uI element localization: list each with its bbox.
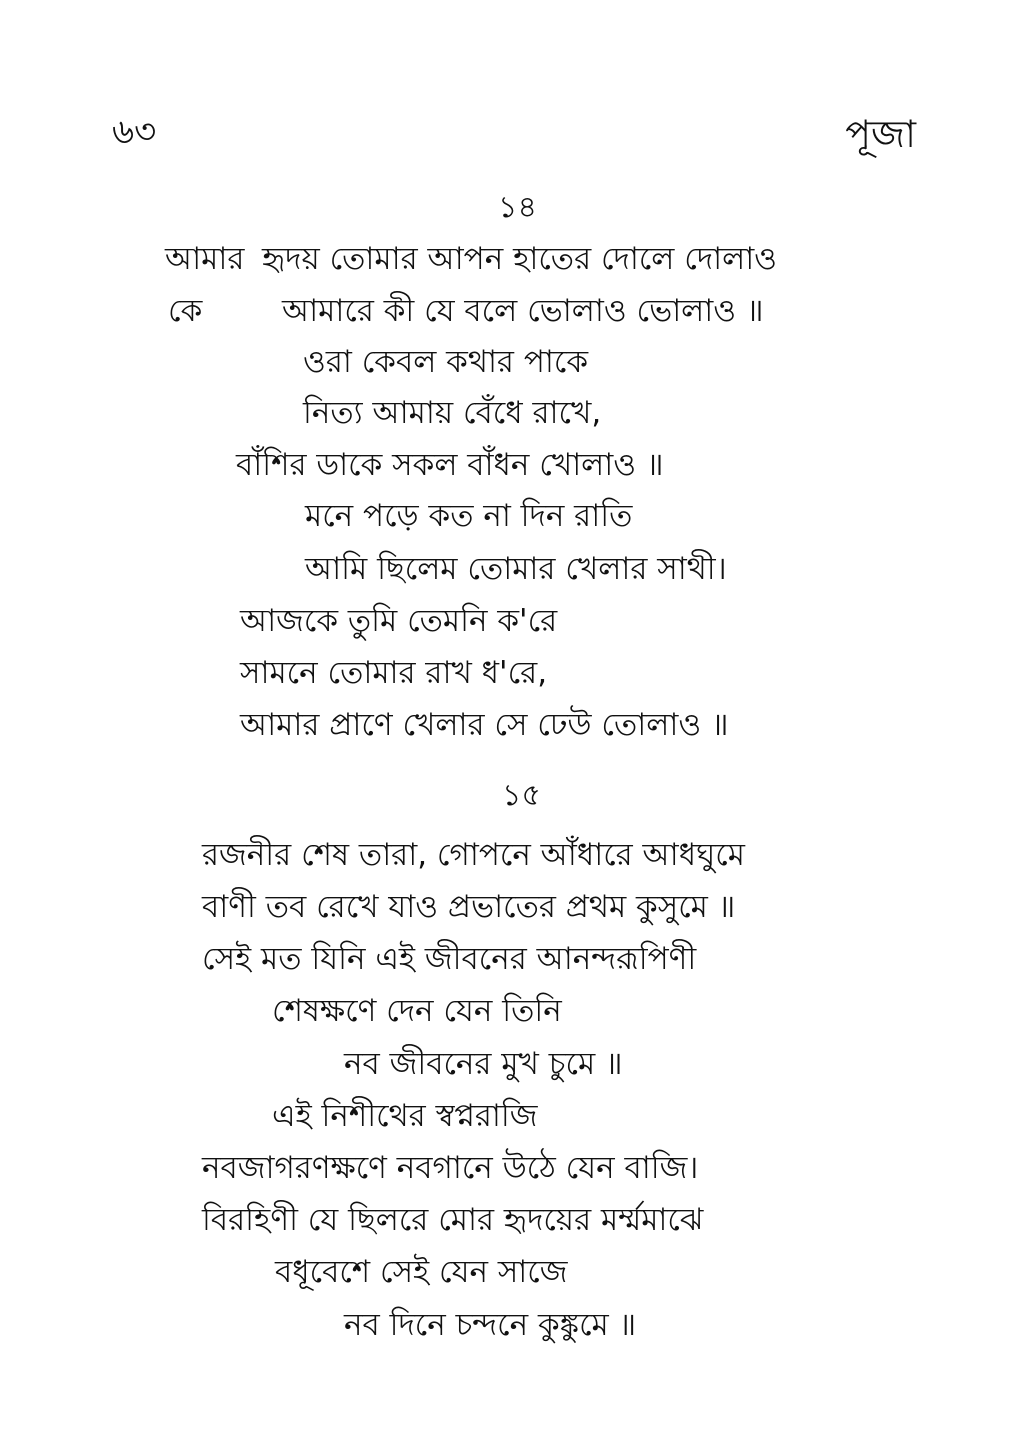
verse-line: সেই মত যিনি এই জীবনের আনন্দরূপিণী — [202, 941, 697, 977]
song-number: ১৪ — [498, 190, 537, 225]
running-head: পূজা — [845, 112, 916, 156]
line-prefix: আমার — [165, 241, 245, 277]
verse-line: ওরা কেবল কথার পাকে — [303, 344, 589, 380]
verse-line: বিরহিণী যে ছিলরে মোর হৃদয়ের মর্ম্মমাঝে — [202, 1202, 704, 1238]
verse-line: নব দিনে চন্দনে কুঙ্কুমে ॥ — [344, 1307, 637, 1343]
verse-line: হৃদয় তোমার আপন হাতের দোলে দোলাও — [262, 241, 777, 277]
verse-line: নব জীবনের মুখ চুমে ॥ — [344, 1046, 623, 1082]
verse-line: রজনীর শেষ তারা, গোপনে আঁধারে আধঘুমে — [202, 837, 745, 873]
song-number: ১৫ — [502, 778, 541, 813]
verse-line: বাঁশির ডাকে সকল বাঁধন খোলাও ॥ — [236, 447, 664, 483]
verse-line: বধূবেশে সেই যেন সাজে — [275, 1254, 568, 1290]
verse-line: আজকে তুমি তেমনি ক'রে — [240, 603, 558, 639]
verse-line: আমি ছিলেম তোমার খেলার সাথী। — [305, 551, 727, 587]
verse-line: সামনে তোমার রাখ ধ'রে, — [240, 655, 548, 691]
verse-line: এই নিশীথের স্বপ্নরাজি — [272, 1098, 538, 1134]
page-number: ৬৩ — [112, 112, 157, 152]
verse-line: আমারে কী যে বলে ভোলাও ভোলাও ॥ — [282, 293, 764, 329]
verse-line: নিত্য আমায় বেঁধে রাখে, — [303, 395, 602, 431]
verse-line: মনে পড়ে কত না দিন রাতি — [305, 498, 633, 534]
verse-line: নবজাগরণক্ষণে নবগানে উঠে যেন বাজি। — [202, 1150, 699, 1186]
verse-line: বাণী তব রেখে যাও প্রভাতের প্রথম কুসুমে ॥ — [202, 889, 736, 925]
verse-line: শেষক্ষণে দেন যেন তিনি — [272, 993, 562, 1029]
verse-line: আমার প্রাণে খেলার সে ঢেউ তোলাও ॥ — [240, 707, 729, 743]
line-prefix: কে — [168, 293, 203, 329]
